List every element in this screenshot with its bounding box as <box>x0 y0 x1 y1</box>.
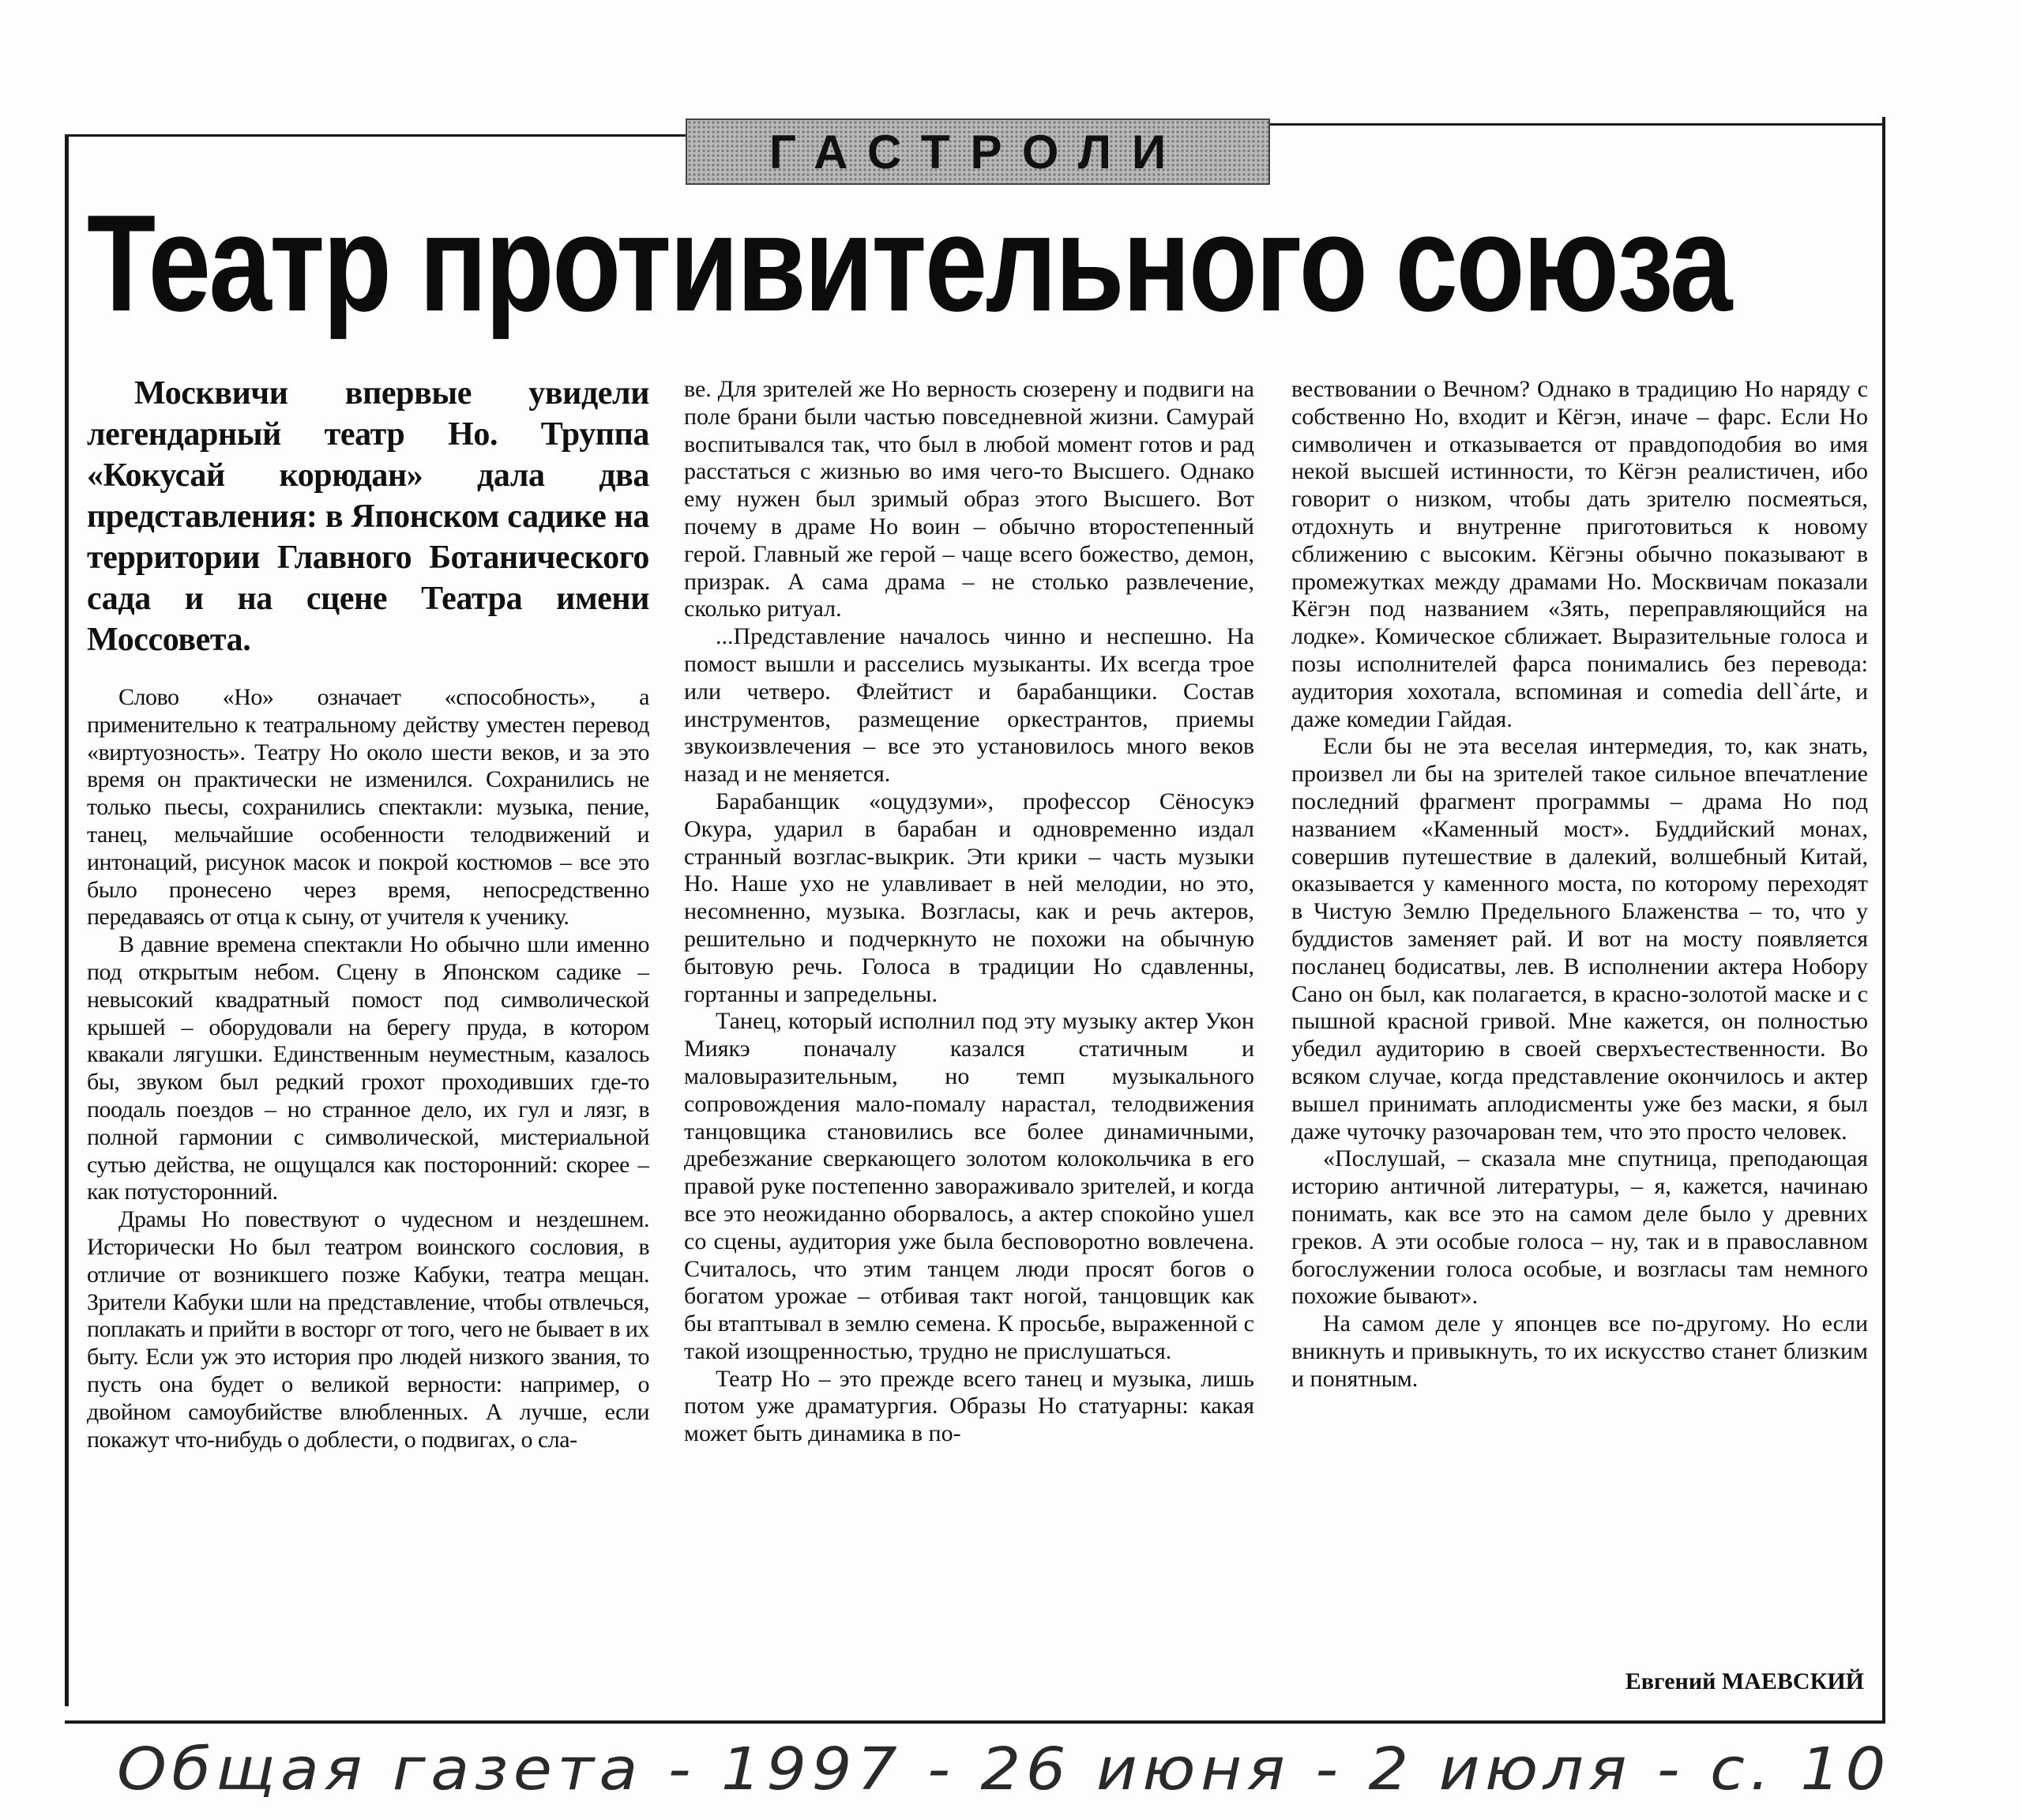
section-rubric: ГАСТРОЛИ <box>686 118 1270 185</box>
paragraph: В давние времена спектакли Но обычно шли именно под открытым небом. Сцену в Японском садике – невысокий квадратный помост под символической крышей – оборудовали на берегу пруда, в котором квакали лягушки. Единственным неуместным, казалось бы, звуком был редкий грохот проходивших где-то поодаль поездов – но странное дело, их гул и лязг, в полной гармонии с символической, мистериальной сутью действа, не ощущался как посторонний: скорее – как потусторонний. <box>87 931 649 1205</box>
frame-left-rule <box>65 134 69 1706</box>
author-signature: Евгений МАЕВСКИЙ <box>1625 1668 1864 1694</box>
article-column-3 <box>1291 376 1868 1725</box>
paragraph: Барабанщик «оцудзуми», профессор Сёносукэ Окура, ударил в барабан и одновременно издал странный возглас-выкрик. Эти крики – часть музыки Но. Наше ухо не улавливает в ней мелодии, но это, несомненно, музыка. Возгласы, как и речь актеров, решительно и подчеркнуто не похожи на обычную бытовую речь. Голоса в традиции Но сдавленны, гортанны и запредельны. <box>684 788 1254 1007</box>
paragraph: Драмы Но повествуют о чудесном и нездешнем. Исторически Но был театром воинского сословия, в отличие от возникшего позже Кабуки, театра мещан. Зрители Кабуки шли на представление, чтобы отвлечься, поплакать и прийти в восторг от того, чего не бывает в их быту. Если уж это история про людей низкого звания, то пусть она будет о великой верности: например, о двойном самоубийстве влюбленных. А лучше, если покажут что-нибудь о доблести, о подвигах, о сла- <box>87 1206 649 1453</box>
paragraph: На самом деле у японцев все по-другому. Но если вникнуть и привыкнуть, то их искусство станет близким и понятным. <box>1291 1310 1868 1392</box>
frame-top-left-rule <box>65 134 689 137</box>
paragraph: ве. Для зрителей же Но верность сюзерену и подвиги на поле брани были частью повседневной жизни. Самурай воспитывался так, что был в любой момент готов и рад расстаться с жизнью во имя чего-то Высшего. Однако ему нужен был зримый образ этого Высшего. Вот почему в драме Но воин – обычно второстепенный герой. Главный же герой – чаще всего божество, демон, призрак. А сама драма – не столько развлечение, сколько ритуал. <box>684 376 1254 622</box>
paragraph: Театр Но – это прежде всего танец и музыка, лишь потом уже драматургия. Образы Но статуарны: какая может быть динамика в по- <box>684 1365 1254 1447</box>
article-column-1 <box>87 373 649 1722</box>
paragraph: Слово «Но» означает «способность», а применительно к театральному действу уместен перевод «виртуозность». Театру Но около шести веков, и за это время он практически не изменился. Сохранились не только пьесы, сохранились спектакли: музыка, пение, танец, мельчайшие особенности телодвижений и интонаций, рисунок масок и покрой костюмов – все это было пронесено через время, непосредственно передаваясь от отца к сыну, от учителя к ученику. <box>87 684 649 931</box>
paragraph: Если бы не эта веселая интермедия, то, как знать, произвел ли бы на зрителей такое сильное впечатление последний фрагмент программы – драма Но под названием «Каменный мост». Буддийский монах, совершив путешествие в далекий, волшебный Китай, оказывается у каменного моста, по которому переходят в Чистую Землю Предельного Блаженства – то, что у буддистов заменяет рай. И вот на мосту появляется посланец бодисатвы, лев. В исполнении актера Нобору Сано он был, как полагается, в красно-золотой маске и с пышной красной гривой. Мне кажется, он полностью убедил аудиторию в своей сверхъестественности. Во всяком случае, когда представление окончилось и актер вышел принимать аплодисменты уже без маски, я был даже чуточку разочарован тем, что это просто человек. <box>1291 733 1868 1145</box>
paragraph: Танец, который исполнил под эту музыку актер Укон Миякэ поначалу казался статичным и маловыразительным, но темп музыкального сопровождения мало-помалу нарастал, телодвижения танцовщика становились все более динамичными, дребезжание сверкающего золотом колокольчика в его правой руке постепенно завораживало зрителей, и когда все это неожиданно оборвалось, а актер спокойно ушел со сцены, аудитория уже была бесповоротно вовлечена. Считалось, что этим танцем люди просят богов о богатом урожае – отбивая такт ногой, танцовщик как бы втаптывал в землю семена. К просьбе, выраженной с такой изощренностью, трудно не прислушаться. <box>684 1008 1254 1364</box>
article-column-2 <box>684 376 1254 1725</box>
frame-top-right-rule <box>1268 123 1885 126</box>
article-lead: Москвичи впервые увидели легендарный театр Но. Труппа «Кокусай корюдан» дала два представления: в Японском садике на территории Главного Ботанического сада и на сцене Театра имени Моссовета. <box>87 375 649 658</box>
frame-right-rule <box>1882 117 1885 1720</box>
article-headline: Театр противительного союза <box>87 186 1731 340</box>
handwritten-source-note: Общая газета - 1997 - 26 июня - 2 июля - с. 10 <box>117 1735 1891 1803</box>
paragraph: вествовании о Вечном? Однако в традицию Но наряду с собственно Но, входит и Кёгэн, иначе – фарс. Если Но символичен и отказывается от правдоподобия во имя некой высшей истинности, то Кёгэн реалистичен, ибо говорит о низком, чтобы дать зрителю посмеяться, отдохнуть и внутренне приготовиться к новому сближению с высоким. Кёгэны обычно показывают в промежутках между драмами Но. Москвичам показали Кёгэн под названием «Зять, переправляющийся на лодке». Комическое сближает. Выразительные голоса и позы исполнителей фарса понимались без перевода: аудитория хохотала, вспоминая и comedia dell`árte, и даже комедии Гайдая. <box>1291 376 1868 732</box>
paragraph: ...Представление началось чинно и неспешно. На помост вышли и расселись музыканты. Их всегда трое или четверо. Флейтист и барабанщики. Состав инструментов, размещение оркестрантов, приемы звукоизвлечения – все это установилось много веков назад и не меняется. <box>684 623 1254 788</box>
paragraph: «Послушай, – сказала мне спутница, преподающая историю античной литературы, – я, кажется, начинаю понимать, как все это на самом деле было у древних греков. А эти особые голоса – ну, так и в православном богослужении голоса особые, и возгласы там немного похожие бывают». <box>1291 1145 1868 1310</box>
